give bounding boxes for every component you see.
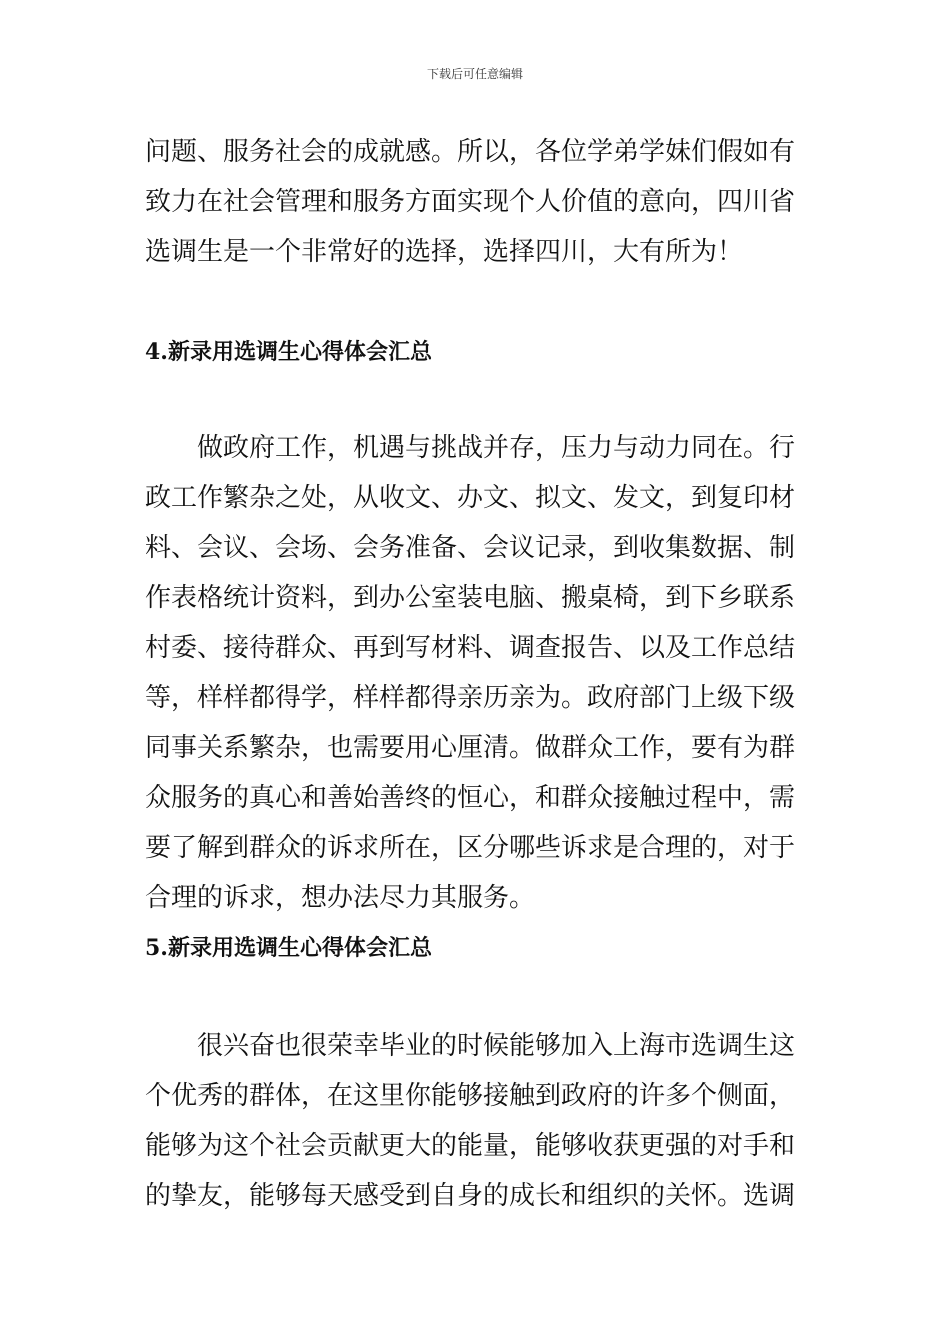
- page-header-note: 下载后可任意编辑: [426, 67, 523, 81]
- text-line: 的挚友，能够每天感受到自身的成长和组织的关怀。选调: [145, 1181, 796, 1211]
- text-line: 很兴奋也很荣幸毕业的时候能够加入上海市选调生这: [197, 1031, 796, 1061]
- document-body: [145, 127, 810, 1221]
- text-line: 政工作繁杂之处，从收文、办文、拟文、发文，到复印材: [145, 483, 796, 513]
- spacer: [145, 277, 810, 327]
- text-line: 要了解到群众的诉求所在，区分哪些诉求是合理的，对于: [145, 833, 796, 863]
- section-5-heading: 5.新录用选调生心得体会汇总: [145, 935, 432, 961]
- text-line: 村委、接待群众、再到写材料、调查报告、以及工作总结: [145, 633, 796, 663]
- text-line: 能够为这个社会贡献更大的能量，能够收获更强的对手和: [145, 1131, 796, 1161]
- text-line: 合理的诉求，想办法尽力其服务。: [145, 883, 536, 913]
- text-line: 作表格统计资料，到办公室装电脑、搬桌椅，到下乡联系: [145, 583, 796, 613]
- text-line: 个优秀的群体，在这里你能够接触到政府的许多个侧面，: [145, 1081, 796, 1111]
- spacer: [145, 377, 810, 423]
- text-line: 料、会议、会场、会务准备、会议记录，到收集数据、制: [145, 533, 796, 563]
- section-4-paragraph: [145, 423, 810, 923]
- text-line: 等，样样都得学，样样都得亲历亲为。政府部门上级下级: [145, 683, 796, 713]
- text-line: 问题、服务社会的成就感。所以，各位学弟学妹们假如有: [145, 137, 796, 167]
- text-line: 选调生是一个非常好的选择，选择四川，大有所为！: [145, 237, 744, 267]
- spacer: [145, 973, 810, 1021]
- text-line: 众服务的真心和善始善终的恒心，和群众接触过程中，需: [145, 783, 796, 813]
- text-line: 同事关系繁杂，也需要用心厘清。做群众工作，要有为群: [145, 733, 796, 763]
- section-5-paragraph: [145, 1021, 810, 1221]
- text-line: 做政府工作，机遇与挑战并存，压力与动力同在。行: [197, 433, 796, 463]
- section-4-heading: 4.新录用选调生心得体会汇总: [145, 339, 432, 365]
- text-line: 致力在社会管理和服务方面实现个人价值的意向，四川省: [145, 187, 796, 217]
- intro-paragraph: [145, 127, 810, 277]
